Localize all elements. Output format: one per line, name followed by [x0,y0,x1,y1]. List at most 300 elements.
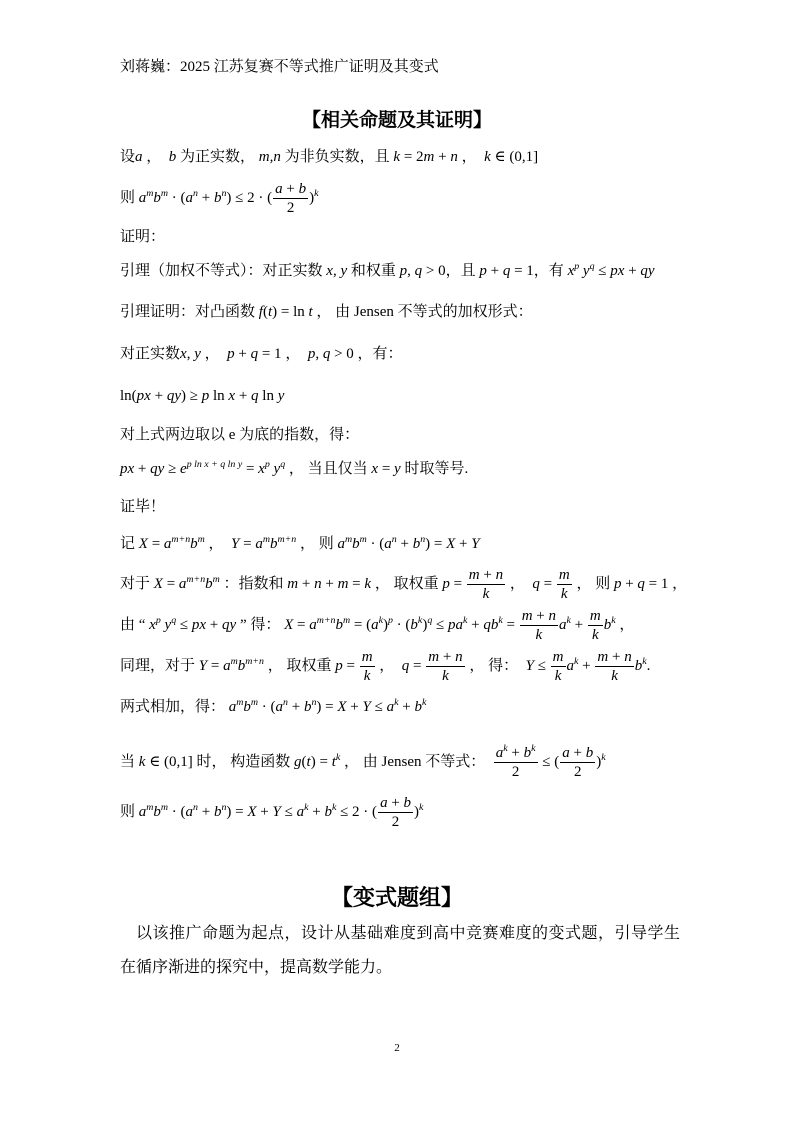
superscript: p [387,614,393,626]
superscript: k [498,614,503,626]
math-operator: + [621,575,638,592]
math-variable: a [138,189,147,206]
math-variable: b [237,657,246,674]
math-operator: · ( [258,699,276,716]
math-operator: + [308,803,325,820]
fraction-denominator [595,666,633,685]
math-variable: p [227,346,235,363]
text-run: ， 取权重 [371,575,443,592]
bound-for-x [120,605,634,645]
math-operator: ) [422,616,428,633]
math-variable: pa [447,616,463,633]
math-operator: ≤ [533,657,550,674]
weights-for-x-content [120,566,687,603]
math-variable: b [153,803,161,820]
math-variable: a [380,794,388,811]
superscript: m [262,534,270,546]
math-variable: qy [640,263,655,280]
math-operator: + [197,189,214,206]
bound-for-y [120,646,650,686]
math-variable: p [201,388,210,405]
math-variable: m [423,149,435,166]
math-variable: n [455,648,463,665]
math-variable: a [223,657,231,674]
math-variable: a [163,536,172,553]
math-variable: p [613,575,622,592]
fraction [273,180,308,217]
math-operator: ≤ [280,803,297,820]
fraction-denominator [520,625,558,644]
sum-of-bounds [120,688,426,728]
fraction-numerator [273,180,308,198]
lemma-exponent-result-content [120,460,468,480]
superscript: m+n [316,614,336,626]
math-operator: ) [414,803,420,820]
superscript: m [236,697,244,709]
lemma-statement-content [120,262,655,282]
final-conclusion-content [120,794,423,831]
math-variable: qy [166,388,181,405]
math-operator: ≤ [176,616,192,633]
lemma-exponent-result [120,450,468,490]
math-operator: ) = [310,753,332,770]
math-operator: ln [209,388,229,405]
superscript: q [280,459,286,471]
superscript: m+n [171,534,191,546]
text-run: ， 当且仅当 [285,461,372,478]
text-run: 记 [120,536,139,553]
fraction [494,744,538,781]
math-operator: > 0 [330,346,354,363]
math-variable: Y [198,657,208,674]
math-operator: + [608,648,625,665]
math-variable: a [138,803,147,820]
fraction-numerator [560,744,595,762]
superscript: q [427,614,433,626]
math-operator: · ( [392,616,411,633]
math-variable: b [205,575,213,592]
text-run: ，有： [353,346,403,363]
fraction [595,648,633,685]
fraction-denominator [273,198,308,217]
fraction [426,648,464,685]
math-operator: = [342,657,359,674]
page-number: 2 [394,1042,400,1054]
math-variable: b [634,657,643,674]
math-variable: m [287,575,299,592]
math-operator: 2 [286,199,295,216]
math-variable: x [326,263,333,280]
math-variable: Y [231,536,240,553]
fraction-denominator [360,666,375,685]
math-variable: m [337,575,349,592]
math-operator: , [407,263,415,280]
math-operator: ≤ ( [538,753,560,770]
superscript: p [574,261,580,273]
proof-label-content [120,228,165,248]
math-operator: > 0 [422,263,446,280]
math-operator: · ( [366,536,385,553]
fraction-denominator [588,625,603,644]
text-run: 和权重 [347,263,400,280]
math-variable: p [442,575,450,592]
text-run: 当 [120,753,139,770]
text-run: ，且 [445,263,480,280]
math-variable: p [307,346,316,363]
math-operator: + [624,263,641,280]
math-operator: ln( [120,388,137,405]
math-variable: x [180,346,187,363]
math-variable: x [228,388,236,405]
text-run: 两式相加，得： [120,699,229,716]
fraction [588,607,603,644]
fraction-numerator [378,794,413,812]
fraction [557,566,572,603]
superscript: n [391,534,397,546]
math-variable: m [521,607,533,624]
math-variable: y [340,263,348,280]
lemma-log-inequality-content [120,387,284,407]
superscript: k [314,187,319,199]
superscript: k [394,697,399,709]
math-variable: a [384,536,392,553]
math-operator: 2 [573,763,582,780]
math-variable: a [386,699,395,716]
math-variable: a [228,699,237,716]
math-variable: t [306,753,311,770]
fraction-denominator [378,812,413,831]
math-operator: , [332,263,341,280]
math-operator: + [387,794,404,811]
text-run: ， [204,536,232,553]
math-operator: , [315,346,323,363]
math-operator: = [207,657,224,674]
math-operator: + [197,803,214,820]
math-variable: k [138,753,146,770]
math-variable: Y [362,699,371,716]
math-variable: m [589,607,601,624]
superscript: k [462,614,468,626]
math-variable: b [603,616,612,633]
math-variable: q [251,388,259,405]
text-run: ， [281,346,308,363]
math-variable: x [258,461,265,478]
math-operator: + [532,607,549,624]
lemma-conditions-content [120,345,403,365]
math-operator: = [449,575,466,592]
math-variable: n [450,149,458,166]
math-operator: + [321,575,338,592]
math-variable: b [523,744,532,761]
math-variable: q [322,346,331,363]
superscript: m+n [186,573,206,585]
math-operator: = 1 [644,575,669,592]
math-operator: ) ≥ [180,388,202,405]
math-operator: + [434,149,451,166]
superscript: q [171,614,177,626]
fraction-denominator [467,584,505,603]
superscript: m [250,697,259,709]
text-run: 设 [120,149,136,166]
proposition-premise [120,138,538,178]
math-variable: px [120,461,135,478]
math-variable: q [401,657,410,674]
fraction [378,794,413,831]
fraction-denominator [426,666,464,685]
define-x-y-content [120,535,480,555]
superscript: k [419,801,424,813]
text-run: 同理，对于 [120,657,199,674]
math-variable: m [468,566,480,583]
math-operator: + [439,648,456,665]
math-operator: ) [309,189,315,206]
math-operator: ∈ (0,1] [145,753,193,770]
lemma-log-inequality [120,377,284,417]
math-operator: + [234,346,251,363]
superscript: p [155,614,161,626]
math-variable: a [275,699,284,716]
math-variable: p [399,263,408,280]
math-operator: + [282,180,299,197]
math-variable: k [393,149,401,166]
final-conclusion [120,792,423,832]
math-variable: a [135,149,143,166]
text-run: ，有 [533,263,568,280]
superscript: m [146,187,154,199]
math-variable: k [484,149,491,166]
math-variable: q [414,263,423,280]
math-variable: y [394,461,401,478]
superscript: m [359,534,367,546]
running-header [120,48,439,88]
lemma-proof-intro [120,293,533,333]
math-variable: a [566,657,575,674]
superscript: q [589,261,595,273]
math-variable: a [275,180,283,197]
define-x-y [120,525,480,565]
math-operator: + [346,699,363,716]
fraction-numerator [520,607,558,625]
fraction [520,607,558,644]
superscript: m [160,801,169,813]
math-operator: = [293,616,310,633]
math-variable: a [337,536,345,553]
fraction-denominator [560,762,595,781]
math-operator: ) = [425,536,447,553]
math-variable: b [335,616,343,633]
math-variable: t [331,753,336,770]
superscript: p ln x + q ln y [186,459,243,471]
fraction [560,744,595,781]
math-operator: + [206,616,223,633]
math-variable: qy [222,616,237,633]
math-operator: ≤ [432,616,448,633]
running-header-text: 刘蒋巍：2025 江苏复赛不等式推广证明及其变式 [120,59,439,76]
math-variable: t [267,304,273,321]
fraction-numerator [426,648,464,666]
math-variable: y [277,388,285,405]
fraction [551,648,566,685]
math-variable: a [562,744,570,761]
math-variable: b [153,189,161,206]
jensen-step-content [120,744,606,781]
math-operator: = [147,536,164,553]
text-run: ， [142,149,169,166]
superscript: n [221,801,227,813]
superscript: n [283,697,288,709]
superscript: k [331,801,337,813]
superscript: m [230,655,238,667]
text-run: ， [457,149,485,166]
jensen-step [120,742,606,782]
lemma-proof-intro-content [120,303,533,323]
math-operator: + [486,263,503,280]
math-operator: ≤ [594,263,611,280]
math-variable: m [558,566,570,583]
lemma-qed [120,488,165,528]
math-variable: qb [483,616,499,633]
superscript: k [304,801,309,813]
math-variable: X [247,803,257,820]
text-run: 则 [120,803,139,820]
math-operator: ) [382,616,388,633]
superscript: n [311,697,317,709]
section-title-variants [0,876,794,916]
math-variable: b [412,536,421,553]
math-variable: f [258,304,263,321]
math-variable: k [591,626,599,643]
fraction-numerator [467,566,505,584]
math-variable: n [624,648,632,665]
math-variable: X [153,575,163,592]
superscript: n [193,187,198,199]
superscript: m [146,801,154,813]
math-variable: k [535,626,543,643]
superscript: k [601,751,606,763]
math-operator: · ( [168,189,186,206]
math-variable: y [269,461,281,478]
text-run: ， [200,346,228,363]
text-run: ， 取权重 [263,657,336,674]
math-variable: k [611,667,618,684]
math-variable: b [270,536,278,553]
math-variable: q [532,575,540,592]
math-variable: k [363,667,371,684]
superscript: k [611,614,616,626]
fraction-numerator [588,607,603,625]
math-operator: . [646,657,651,674]
superscript: k [642,655,647,667]
math-operator: + [479,566,496,583]
text-run: 对正实数 [120,346,181,363]
math-variable: b [243,699,251,716]
text-run: 引理证明：对凸函数 [120,304,259,321]
math-variable: a [185,803,194,820]
superscript: m [197,534,205,546]
math-variable: n [495,566,504,583]
math-variable: b [403,794,412,811]
math-variable: p [335,657,343,674]
math-variable: p [479,263,487,280]
math-operator: ) [596,753,602,770]
superscript: p [264,459,270,471]
math-operator: + [150,388,167,405]
fraction-denominator [551,666,566,685]
superscript: n [221,187,227,199]
math-variable: k [442,667,449,684]
text-run: 对上式两边取以 e 为底的指数，得： [120,427,360,444]
math-variable: y [194,346,201,363]
superscript: k [378,614,383,626]
proposition-premise-content [120,148,538,168]
math-variable: b [190,536,198,553]
text-run: 引理（加权不等式）：对正实数 [120,263,327,280]
math-operator: ) = ln [272,304,309,321]
math-variable: y [160,616,172,633]
math-variable: b [324,803,332,820]
math-operator: ( [301,753,307,770]
math-operator: = [539,575,556,592]
math-operator: = [162,575,179,592]
math-variable: m [552,648,564,665]
math-variable: X [284,616,294,633]
text-run: 为正实数， [176,149,259,166]
math-operator: + [287,699,304,716]
math-variable: n [314,575,322,592]
math-variable: a [296,803,305,820]
fraction-numerator [557,566,572,584]
math-operator: = 1 [258,346,282,363]
proposition-claim [120,178,318,218]
math-variable: b [298,180,307,197]
superscript: m [342,614,351,626]
text-run: ， 由 Jensen 不等式的加权形式： [312,304,533,321]
text-run: ， 得： [465,657,526,674]
math-variable: e [180,461,187,478]
math-variable: k [482,585,490,602]
text-run: ， [506,575,533,592]
bound-for-y-content [120,648,650,685]
math-variable: a [185,189,194,206]
superscript: k [417,614,423,626]
math-variable: X [446,536,456,553]
math-variable: b [303,699,312,716]
math-variable: X [138,536,148,553]
math-operator: ≤ 2 · ( [336,803,378,820]
math-variable: k [364,575,372,592]
superscript: n [420,534,426,546]
math-variable: y [579,263,590,280]
math-operator: + [455,536,472,553]
superscript: k [421,697,427,709]
math-variable: x [371,461,379,478]
math-variable: Y [471,536,480,553]
paragraph-line-2 [120,948,392,988]
superscript: k [503,742,508,754]
math-variable: b [168,149,177,166]
weights-for-x [120,564,687,604]
math-operator: , [186,346,195,363]
math-variable: n [548,607,557,624]
fraction [467,566,505,603]
superscript: m [160,187,169,199]
math-variable: q [250,346,259,363]
text-run: ：指数和 [219,575,288,592]
math-operator: = [242,461,259,478]
superscript: m [212,573,220,585]
math-operator: + [569,744,586,761]
math-variable: m [361,648,373,665]
